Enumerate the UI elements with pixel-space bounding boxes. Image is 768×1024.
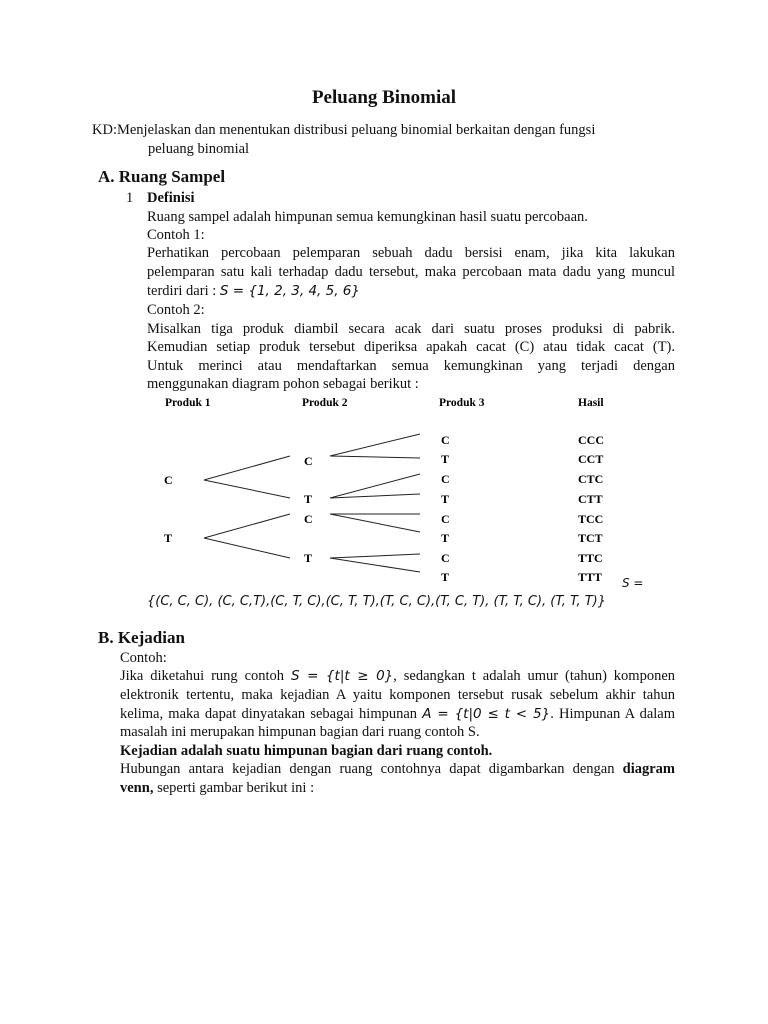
node-p1-t: T xyxy=(164,531,173,545)
contoh1-label: Contoh 1: xyxy=(147,227,205,243)
diagram-word: diagram xyxy=(622,761,675,777)
contoh2-line-2: Kemudian setiap produk tersebut diperiksa apakah cacat (C) atau tidak cacat (T). xyxy=(147,339,675,355)
header-produk-3: Produk 3 xyxy=(439,397,485,409)
branch-t-c xyxy=(204,514,290,538)
branch-c-t xyxy=(204,480,290,498)
s-equals-label: S = xyxy=(622,576,644,590)
hasil-8: TTT xyxy=(578,570,603,584)
node-p3-6: T xyxy=(441,531,450,545)
branch-tc-t xyxy=(330,514,420,532)
node-p3-7: C xyxy=(441,551,450,565)
kd-line-1: KD:Menjelaskan dan menentukan distribusi peluang binomial berkaitan dengan fungsi xyxy=(92,122,596,138)
kejadian-line-6a: Hubungan antara kejadian dengan ruang contohnya dapat digambarkan dengan xyxy=(120,761,623,777)
kejadian-line-3 xyxy=(120,705,675,724)
kejadian-line-7b: seperti gambar berikut ini : xyxy=(153,780,315,796)
branch-tt-c xyxy=(330,554,420,558)
contoh2-line-1: Misalkan tiga produk diambil secara acak dari suatu proses produksi di pabrik. xyxy=(147,321,675,337)
contoh2-line-3: Untuk merinci atau mendaftarkan semua kemungkinan yang terjadi dengan xyxy=(147,358,675,374)
node-p3-3: C xyxy=(441,472,450,486)
contoh1-line-1: Perhatikan percobaan pelemparan sebuah dadu bersisi enam, jika kita lakukan xyxy=(147,245,675,261)
definition-text: Ruang sampel adalah himpunan semua kemungkinan hasil suatu percobaan. xyxy=(147,209,588,225)
hasil-1: CCC xyxy=(578,433,604,447)
hasil-3: CTC xyxy=(578,472,604,486)
kejadian-definition: Kejadian adalah suatu himpunan bagian dari ruang contoh. xyxy=(120,743,493,759)
page-title: Peluang Binomial xyxy=(311,87,457,108)
kejadian-line-4: masalah ini merupakan himpunan bagian dari ruang contoh S. xyxy=(120,724,480,740)
branch-tt-t xyxy=(330,558,420,572)
contoh1-line-2: pelemparan satu kali terhadap dadu tersebut, maka percobaan mata dadu yang muncul xyxy=(147,264,675,280)
kejadian-line-1a: Jika diketahui rung contoh xyxy=(120,668,291,684)
hasil-6: TCT xyxy=(578,531,603,545)
node-p2-t2: T xyxy=(304,551,313,565)
kejadian-line-7 xyxy=(120,779,675,798)
branch-cc-t xyxy=(330,456,420,458)
node-p3-5: C xyxy=(441,512,450,526)
node-p2-c2: C xyxy=(304,512,313,526)
contoh-label: Contoh: xyxy=(120,650,167,666)
sample-space-products: {(C, C, C), (C, C,T),(C, T, C),(C, T, T),(T, C, C),(T, C, T), (T, T, C), (T, T, T)} xyxy=(147,594,606,609)
sample-space-dice: S = {1, 2, 3, 4, 5, 6} xyxy=(219,283,360,299)
header-produk-2: Produk 2 xyxy=(302,397,348,409)
header-produk-1: Produk 1 xyxy=(165,397,211,409)
section-a-heading: A. Ruang Sampel xyxy=(98,167,226,186)
node-p3-4: T xyxy=(441,492,450,506)
node-p2-c1: C xyxy=(304,454,313,468)
kd-statement xyxy=(92,121,652,159)
contoh1-line-3 xyxy=(147,282,675,301)
kejadian-line-3a: kelima, maka dapat dinyatakan sebagai himpunan xyxy=(120,706,423,722)
kejadian-line-1 xyxy=(120,667,675,686)
section-b-heading: B. Kejadian xyxy=(98,628,185,647)
node-p3-2: T xyxy=(441,452,450,466)
sample-space-t: S = {t|t ≥ 0} xyxy=(290,668,394,684)
kejadian-line-1b: , sedangkan t adalah umur (tahun) komponen xyxy=(393,668,675,684)
hasil-5: TCC xyxy=(578,512,604,526)
contoh2-line-4: menggunakan diagram pohon sebagai berikut : xyxy=(147,376,419,392)
node-p1-c: C xyxy=(164,473,173,487)
hasil-2: CCT xyxy=(578,452,604,466)
hasil-4: CTT xyxy=(578,492,603,506)
contoh2-label: Contoh 2: xyxy=(147,302,205,318)
kejadian-line-2: elektronik tertentu, maka kejadian A yaitu komponen tersebut rusak sebelum akhir tahun xyxy=(120,687,675,703)
node-p3-8: T xyxy=(441,570,450,584)
header-hasil: Hasil xyxy=(578,397,604,409)
node-p3-1: C xyxy=(441,433,450,447)
kejadian-line-3b: . Himpunan A dalam xyxy=(550,706,676,722)
contoh1-line-3-text: terdiri dari : xyxy=(147,283,220,299)
kd-line-2: peluang binomial xyxy=(148,141,250,157)
kejadian-line-6 xyxy=(120,760,675,779)
probability-tree-diagram xyxy=(140,390,640,590)
branch-cc-c xyxy=(330,434,420,456)
branch-c-c xyxy=(204,456,290,480)
list-number: 1 xyxy=(126,190,134,206)
node-p2-t1: T xyxy=(304,492,313,506)
definisi-title: Definisi xyxy=(147,190,195,206)
branch-t-t xyxy=(204,538,290,558)
event-a-set: A = {t|0 ≤ t < 5} xyxy=(422,706,551,722)
hasil-7: TTC xyxy=(578,551,603,565)
venn-word: venn, xyxy=(120,780,154,796)
